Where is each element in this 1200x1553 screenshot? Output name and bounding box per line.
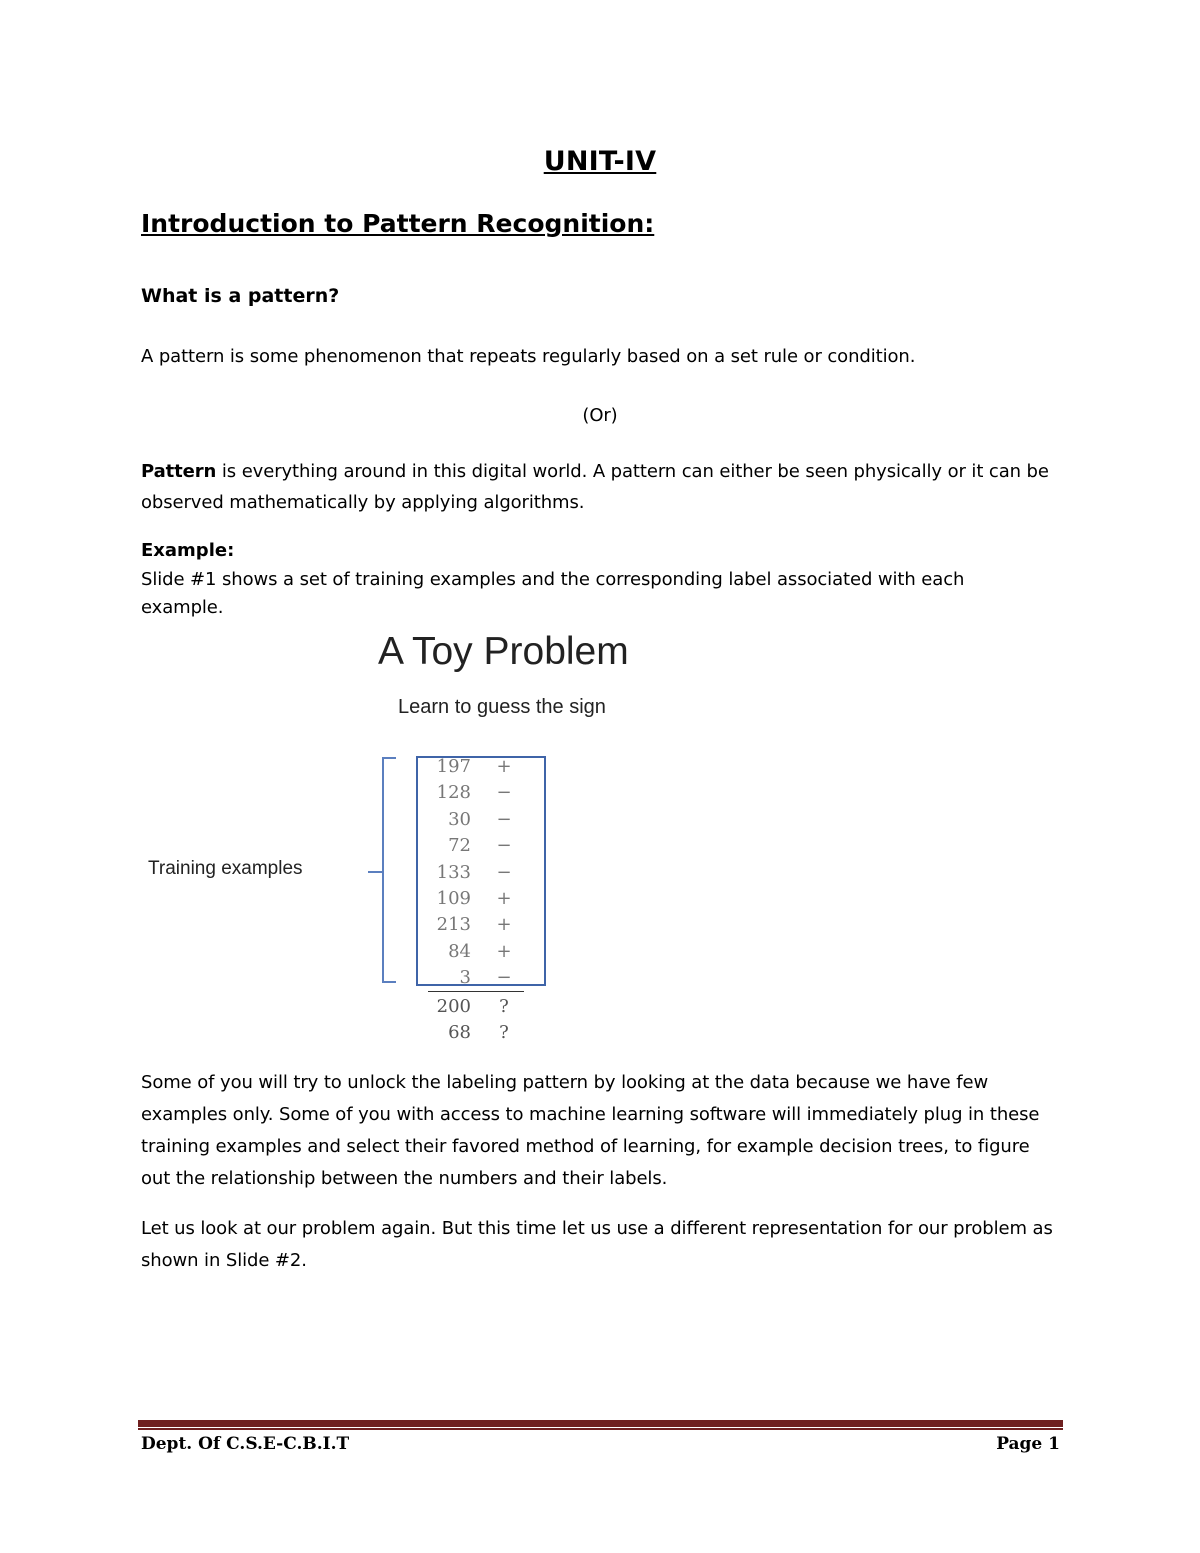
slide-title: A Toy Problem [378, 630, 629, 673]
training-example-value: 133 [436, 861, 471, 883]
training-example-value: 30 [448, 808, 471, 830]
sub-heading-what-is-pattern: What is a pattern? [141, 285, 340, 307]
paragraph-labeling-pattern: Some of you will try to unlock the labeling pattern by looking at the data because we have few examples only. Some of you with access to machine learning software will immediately plug in these training examples and select their favored method of learning, for example decision trees, to figure out the relationship between the numbers and their labels. [141, 1072, 1040, 1189]
training-example-row [416, 756, 546, 782]
footer-bar-thin [138, 1428, 1063, 1430]
training-example-row [416, 862, 546, 888]
section-title: Introduction to Pattern Recognition: [141, 209, 655, 238]
test-example-sign: ? [499, 995, 509, 1017]
pattern-paragraph-text: is everything around in this digital world. A pattern can either be seen physically or it can be observed mathematically by applying algorithms. [141, 461, 1049, 513]
training-example-sign: − [496, 835, 512, 857]
training-example-sign: + [496, 940, 512, 962]
unit-title: UNIT-IV [543, 146, 657, 177]
slide-subtitle: Learn to guess the sign [398, 696, 606, 718]
training-example-value: 84 [448, 940, 471, 962]
training-examples-label: Training examples [148, 858, 303, 879]
pattern-bold-term: Pattern [141, 461, 217, 482]
training-example-sign: − [496, 861, 512, 883]
training-example-value: 213 [436, 914, 471, 936]
footer-page-number: Page 1 [996, 1434, 1060, 1454]
example-description: Slide #1 shows a set of training examples and the corresponding label associated with each example. [141, 569, 965, 618]
paragraph-representation: Let us look at our problem again. But this time let us use a different representation for our problem as shown in Slide #2. [141, 1218, 1053, 1271]
pattern-paragraph [141, 456, 1061, 518]
test-example-sign: ? [499, 1022, 509, 1043]
training-example-sign: + [496, 914, 512, 936]
test-example-value: 68 [448, 1022, 471, 1043]
training-example-sign: − [496, 782, 512, 804]
training-example-value: 197 [436, 756, 471, 777]
training-bracket-tick [368, 871, 382, 873]
training-example-value: 72 [448, 835, 471, 857]
training-example-value: 3 [459, 967, 471, 989]
training-example-row [416, 914, 546, 940]
training-example-row [416, 835, 546, 861]
training-example-sign: + [496, 888, 512, 909]
test-example-row [416, 996, 546, 1022]
training-bracket [382, 757, 396, 983]
training-example-sign: − [496, 808, 512, 830]
or-separator: (Or) [582, 405, 618, 426]
training-example-value: 109 [436, 888, 471, 909]
training-example-row [416, 782, 546, 808]
footer-department: Dept. Of C.S.E-C.B.I.T [141, 1434, 350, 1454]
test-example-row [416, 1022, 546, 1048]
training-example-row [416, 809, 546, 835]
footer-bar [138, 1420, 1063, 1427]
example-heading: Example: [141, 540, 235, 561]
pattern-definition: A pattern is some phenomenon that repeats regularly based on a set rule or condition. [141, 346, 916, 367]
training-example-row [416, 888, 546, 914]
test-example-value: 200 [436, 995, 471, 1017]
training-example-value: 128 [436, 782, 471, 804]
training-example-sign: + [496, 756, 512, 777]
training-example-row [416, 967, 546, 993]
training-example-sign: − [496, 967, 512, 989]
training-example-row [416, 941, 546, 967]
